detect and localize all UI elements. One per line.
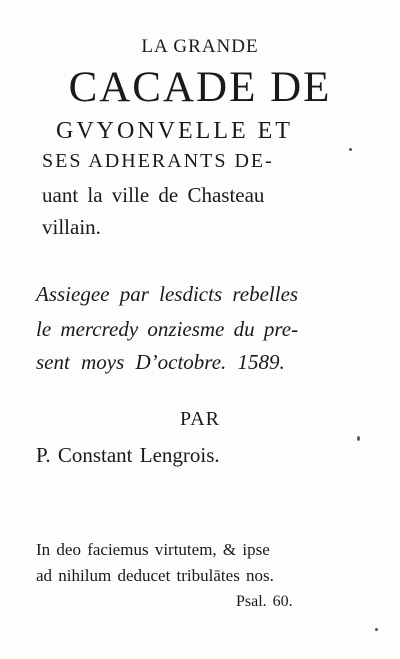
italic-line-2: le mercredy onziesme du pre- — [36, 317, 299, 341]
title-line-large: CACADE DE — [68, 64, 332, 111]
title-line-sub2: SES ADHERANTS DE- — [42, 150, 274, 172]
italic-line-3: sent moys D’octobre. 1589. — [36, 350, 285, 374]
title-line-sub1: GVYONVELLE ET — [56, 118, 293, 144]
italic-line-1: Assiegee par lesdicts rebelles — [36, 282, 299, 306]
paper-speck — [375, 628, 378, 631]
title-line-sub4: villain. — [42, 215, 101, 239]
title-line-sub3: uant la ville de Chasteau — [42, 183, 265, 207]
title-line-small: LA GRANDE — [141, 36, 259, 57]
motto-line-2: ad nihilum deducet tribulātes nos. — [36, 566, 274, 585]
motto-line-1: In deo faciemus virtutem, & ipse — [36, 540, 270, 559]
par-label: PAR — [179, 408, 221, 430]
psalm-citation: Psal. 60. — [236, 593, 293, 610]
author-name: P. Constant Lengrois. — [36, 443, 220, 467]
paper-speck — [357, 436, 360, 441]
paper-speck — [349, 148, 352, 151]
